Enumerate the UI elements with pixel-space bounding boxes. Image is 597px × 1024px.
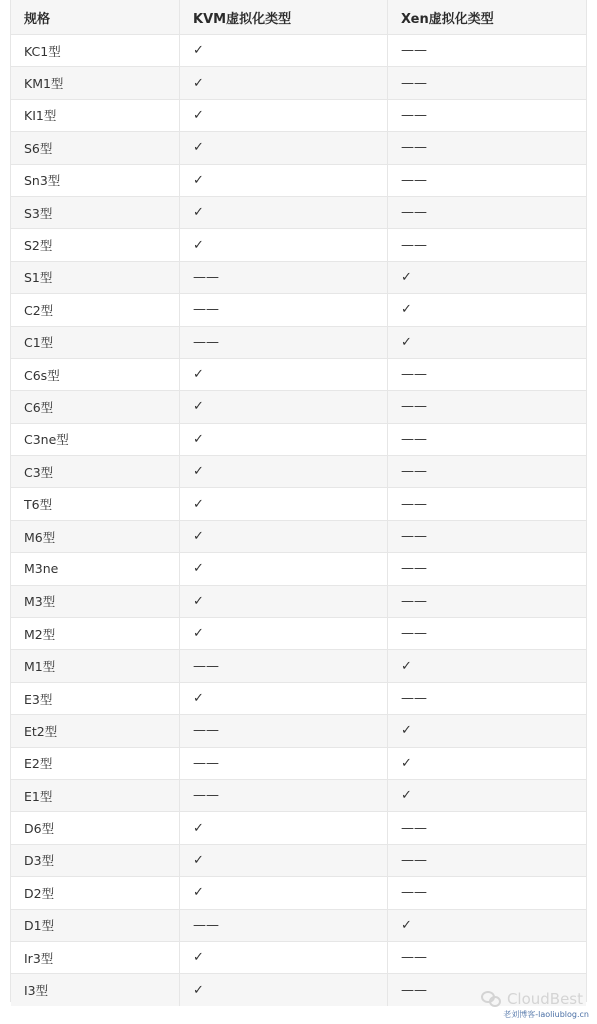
spec-cell: C1型 xyxy=(11,327,180,358)
kvm-cell: —— xyxy=(180,327,388,358)
xen-cell: —— xyxy=(401,496,427,512)
kvm-cell: ✓ xyxy=(180,132,388,163)
spec-cell: KC1型 xyxy=(11,35,180,66)
xen-cell: —— xyxy=(401,367,427,383)
xen-cell: —— xyxy=(401,43,427,59)
xen-cell: —— xyxy=(401,626,427,642)
xen-cell: —— xyxy=(401,172,427,188)
spec-cell: E2型 xyxy=(11,748,180,779)
header-spec: 规格 xyxy=(11,0,180,34)
table-row xyxy=(11,131,586,163)
kvm-cell: ✓ xyxy=(180,197,388,228)
spec-cell: M6型 xyxy=(11,521,180,552)
kvm-cell: —— xyxy=(180,715,388,746)
kvm-cell: ✓ xyxy=(180,67,388,98)
spec-cell: C6s型 xyxy=(11,359,180,390)
kvm-cell: ✓ xyxy=(180,359,388,390)
table-row xyxy=(11,66,586,98)
header-kvm: KVM虚拟化类型 xyxy=(180,0,388,34)
kvm-cell: —— xyxy=(180,780,388,811)
spec-cell: C3ne型 xyxy=(11,424,180,455)
spec-cell: E3型 xyxy=(11,683,180,714)
table-row xyxy=(11,779,586,811)
table-row xyxy=(11,261,586,293)
spec-cell: KM1型 xyxy=(11,67,180,98)
xen-cell: —— xyxy=(401,464,427,480)
table-row xyxy=(11,228,586,260)
kvm-cell: —— xyxy=(180,748,388,779)
watermark-text: CloudBest xyxy=(506,990,583,1008)
xen-cell: ✓ xyxy=(401,723,412,739)
kvm-cell: ✓ xyxy=(180,553,388,584)
table-row xyxy=(11,941,586,973)
xen-cell: —— xyxy=(401,107,427,123)
watermark-sub: 老刘博客-laoliublog.cn xyxy=(503,1010,589,1019)
spec-cell: M3型 xyxy=(11,586,180,617)
kvm-cell: ✓ xyxy=(180,424,388,455)
table-row xyxy=(11,99,586,131)
table-row xyxy=(11,682,586,714)
spec-cell: C3型 xyxy=(11,456,180,487)
table-row xyxy=(11,293,586,325)
table-row xyxy=(11,34,586,66)
spec-cell: S3型 xyxy=(11,197,180,228)
kvm-cell: ✓ xyxy=(180,229,388,260)
xen-cell: —— xyxy=(401,205,427,221)
table-row xyxy=(11,390,586,422)
table-row xyxy=(11,423,586,455)
kvm-cell: ✓ xyxy=(180,877,388,908)
xen-cell: ✓ xyxy=(401,755,412,771)
spec-cell: T6型 xyxy=(11,488,180,519)
kvm-cell: ✓ xyxy=(180,35,388,66)
xen-cell: —— xyxy=(401,982,427,998)
xen-cell: —— xyxy=(401,561,427,577)
xen-cell: —— xyxy=(401,852,427,868)
table-row xyxy=(11,747,586,779)
table-row xyxy=(11,844,586,876)
kvm-cell: —— xyxy=(180,262,388,293)
spec-cell: D2型 xyxy=(11,877,180,908)
kvm-cell: —— xyxy=(180,650,388,681)
kvm-cell: ✓ xyxy=(180,456,388,487)
spec-cell: M2型 xyxy=(11,618,180,649)
table-row xyxy=(11,649,586,681)
table-row xyxy=(11,552,586,584)
xen-cell: —— xyxy=(401,593,427,609)
table-row xyxy=(11,876,586,908)
table-row xyxy=(11,714,586,746)
xen-cell: —— xyxy=(401,529,427,545)
kvm-cell: ✓ xyxy=(180,521,388,552)
header-xen: Xen虚拟化类型 xyxy=(401,11,494,27)
kvm-cell: ✓ xyxy=(180,974,388,1005)
xen-cell: ✓ xyxy=(401,269,412,285)
spec-cell: Et2型 xyxy=(11,715,180,746)
xen-cell: —— xyxy=(401,237,427,253)
xen-cell: —— xyxy=(401,431,427,447)
spec-cell: Sn3型 xyxy=(11,165,180,196)
kvm-cell: ✓ xyxy=(180,683,388,714)
spec-cell: S6型 xyxy=(11,132,180,163)
table-row xyxy=(11,909,586,941)
table-row xyxy=(11,520,586,552)
xen-cell: —— xyxy=(401,75,427,91)
kvm-cell: ✓ xyxy=(180,845,388,876)
spec-cell: KI1型 xyxy=(11,100,180,131)
kvm-cell: ✓ xyxy=(180,942,388,973)
spec-cell: Ir3型 xyxy=(11,942,180,973)
table-row xyxy=(11,358,586,390)
spec-cell: M3ne xyxy=(11,553,180,584)
xen-cell: —— xyxy=(401,691,427,706)
kvm-cell: ✓ xyxy=(180,488,388,519)
kvm-cell: ✓ xyxy=(180,586,388,617)
kvm-cell: ✓ xyxy=(180,100,388,131)
table-row xyxy=(11,811,586,843)
spec-virtualization-table xyxy=(10,0,587,1002)
xen-cell: ✓ xyxy=(401,788,412,804)
kvm-cell: ✓ xyxy=(180,618,388,649)
table-row xyxy=(11,455,586,487)
spec-cell: S1型 xyxy=(11,262,180,293)
spec-cell: D1型 xyxy=(11,910,180,941)
xen-cell: —— xyxy=(401,820,427,836)
table-row xyxy=(11,164,586,196)
wechat-icon xyxy=(481,991,503,1007)
table-row xyxy=(11,487,586,519)
spec-cell: S2型 xyxy=(11,229,180,260)
spec-cell: C2型 xyxy=(11,294,180,325)
spec-cell: D3型 xyxy=(11,845,180,876)
table-row xyxy=(11,326,586,358)
kvm-cell: —— xyxy=(180,294,388,325)
spec-cell: M1型 xyxy=(11,650,180,681)
xen-cell: ✓ xyxy=(401,917,412,933)
kvm-cell: ✓ xyxy=(180,165,388,196)
xen-cell: —— xyxy=(401,399,427,415)
watermark xyxy=(481,990,583,1008)
xen-cell: —— xyxy=(401,140,427,156)
table-header-row xyxy=(11,0,586,34)
xen-cell: —— xyxy=(401,885,427,901)
xen-cell: ✓ xyxy=(401,302,412,318)
table-row xyxy=(11,196,586,228)
xen-cell: ✓ xyxy=(401,334,412,350)
spec-cell: I3型 xyxy=(11,974,180,1005)
spec-cell: C6型 xyxy=(11,391,180,422)
spec-cell: D6型 xyxy=(11,812,180,843)
kvm-cell: ✓ xyxy=(180,391,388,422)
table-row xyxy=(11,617,586,649)
kvm-cell: —— xyxy=(180,910,388,941)
xen-cell: —— xyxy=(401,950,427,966)
table-row xyxy=(11,585,586,617)
kvm-cell: ✓ xyxy=(180,812,388,843)
spec-cell: E1型 xyxy=(11,780,180,811)
xen-cell: ✓ xyxy=(401,658,412,674)
